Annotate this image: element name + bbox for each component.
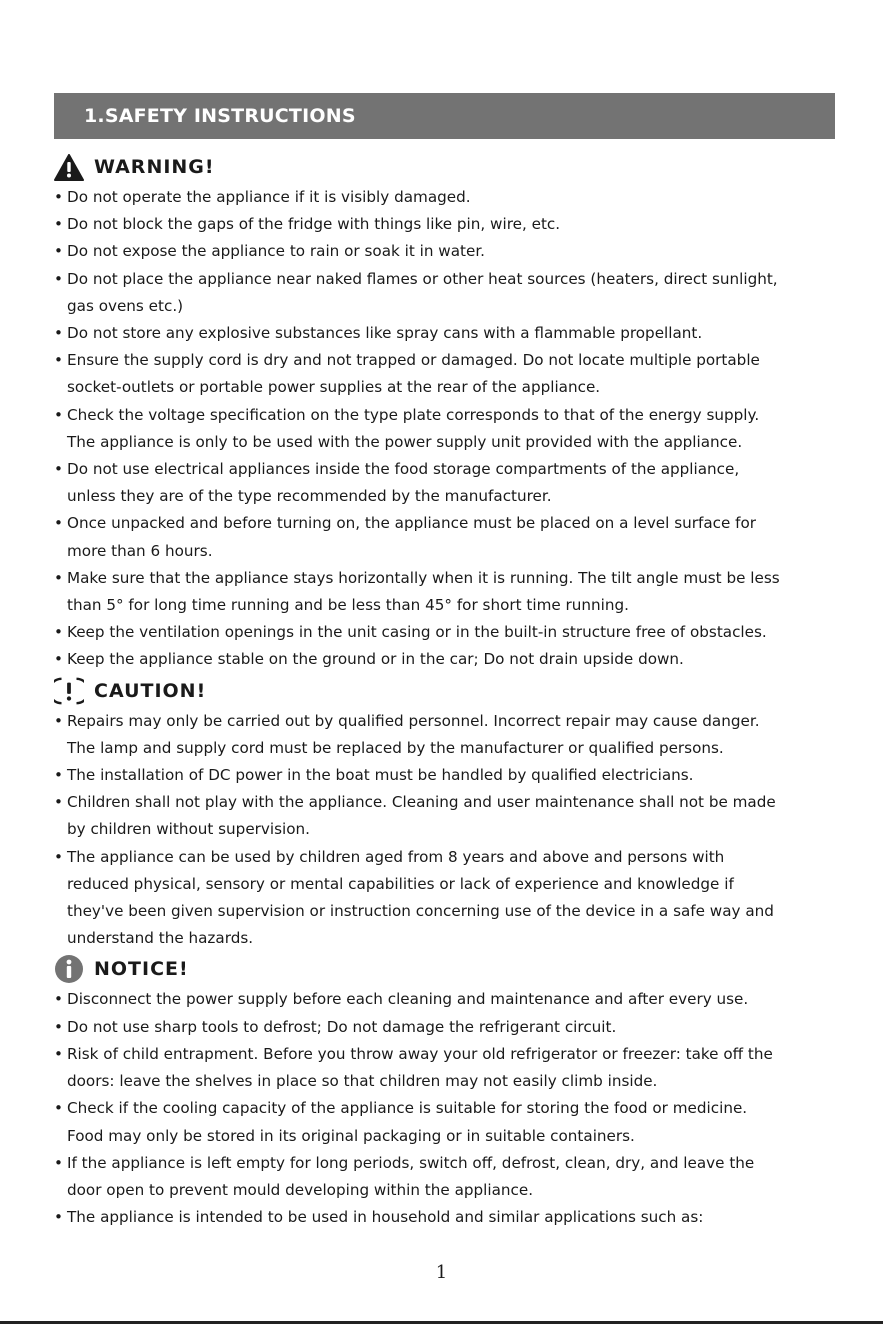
list-item: • Check the voltage specification on the type plate corresponds to that of the energy supply. The appliance is only to be used with the power supply unit provided with the appliance. [54,402,854,456]
caution-exclamation-icon [54,677,84,705]
list-item: • Do not use electrical appliances inside the food storage compartments of the appliance, unless they are of the type recommended by the manufacturer. [54,456,854,510]
list-item: • Keep the appliance stable on the ground or in the car; Do not drain upside down. [54,646,854,673]
list-item: • Ensure the supply cord is dry and not trapped or damaged. Do not locate multiple portable socket-outlets or portable power supplies at the rear of the appliance. [54,347,854,401]
section-heading-label: NOTICE! [94,958,189,981]
list-item: • Check if the cooling capacity of the appliance is suitable for storing the food or medicine. Food may only be stored in its original packaging or in suitable containers. [54,1095,854,1149]
list-item: • Keep the ventilation openings in the unit casing or in the built-in structure free of obstacles. [54,619,854,646]
list-item: • Do not expose the appliance to rain or soak it in water. [54,238,854,265]
section-heading [54,150,854,184]
list-item: • Do not operate the appliance if it is visibly damaged. [54,184,854,211]
list-item: • The installation of DC power in the boat must be handled by qualified electricians. [54,762,854,789]
list-item: • Do not block the gaps of the fridge with things like pin, wire, etc. [54,211,854,238]
info-icon [54,955,84,983]
section-heading-label: CAUTION! [94,679,207,702]
warning-triangle-icon [54,153,84,181]
instruction-list [54,986,854,1231]
list-item: • Make sure that the appliance stays horizontally when it is running. The tilt angle must be less than 5° for long time running and be less than 45° for short time running. [54,565,854,619]
section-heading [54,952,854,986]
list-item: • Do not use sharp tools to defrost; Do not damage the refrigerant circuit. [54,1014,854,1041]
list-item: • Disconnect the power supply before each cleaning and maintenance and after every use. [54,986,854,1013]
list-item: • Risk of child entrapment. Before you throw away your old refrigerator or freezer: take off the doors: leave the shelves in place so that children may not easily climb inside. [54,1041,854,1095]
list-item: • Repairs may only be carried out by qualified personnel. Incorrect repair may cause danger. The lamp and supply cord must be replaced by the manufacturer or qualified persons. [54,708,854,762]
list-item: • Once unpacked and before turning on, the appliance must be placed on a level surface for more than 6 hours. [54,510,854,564]
list-item: • Children shall not play with the appliance. Cleaning and user maintenance shall not be made by children without supervision. [54,789,854,843]
section-heading-label: WARNING! [94,156,215,178]
list-item: • The appliance can be used by children aged from 8 years and above and persons with reduced physical, sensory or mental capabilities or lack of experience and knowledge if they've been given supervision or instruction concerning use of the device in a safe way and understand the hazards. [54,844,854,953]
page-number: 1 [435,1262,448,1283]
instruction-list [54,708,854,953]
section-title: 1.SAFETY INSTRUCTIONS [54,93,835,139]
list-item: • The appliance is intended to be used in household and similar applications such as: [54,1204,854,1231]
instruction-list [54,184,854,674]
list-item: • If the appliance is left empty for long periods, switch off, defrost, clean, dry, and leave the door open to prevent mould developing within the appliance. [54,1150,854,1204]
list-item: • Do not store any explosive substances like spray cans with a flammable propellant. [54,320,854,347]
section-heading [54,674,854,708]
list-item: • Do not place the appliance near naked flames or other heat sources (heaters, direct sunlight, gas ovens etc.) [54,266,854,320]
safety-content [54,150,854,1231]
